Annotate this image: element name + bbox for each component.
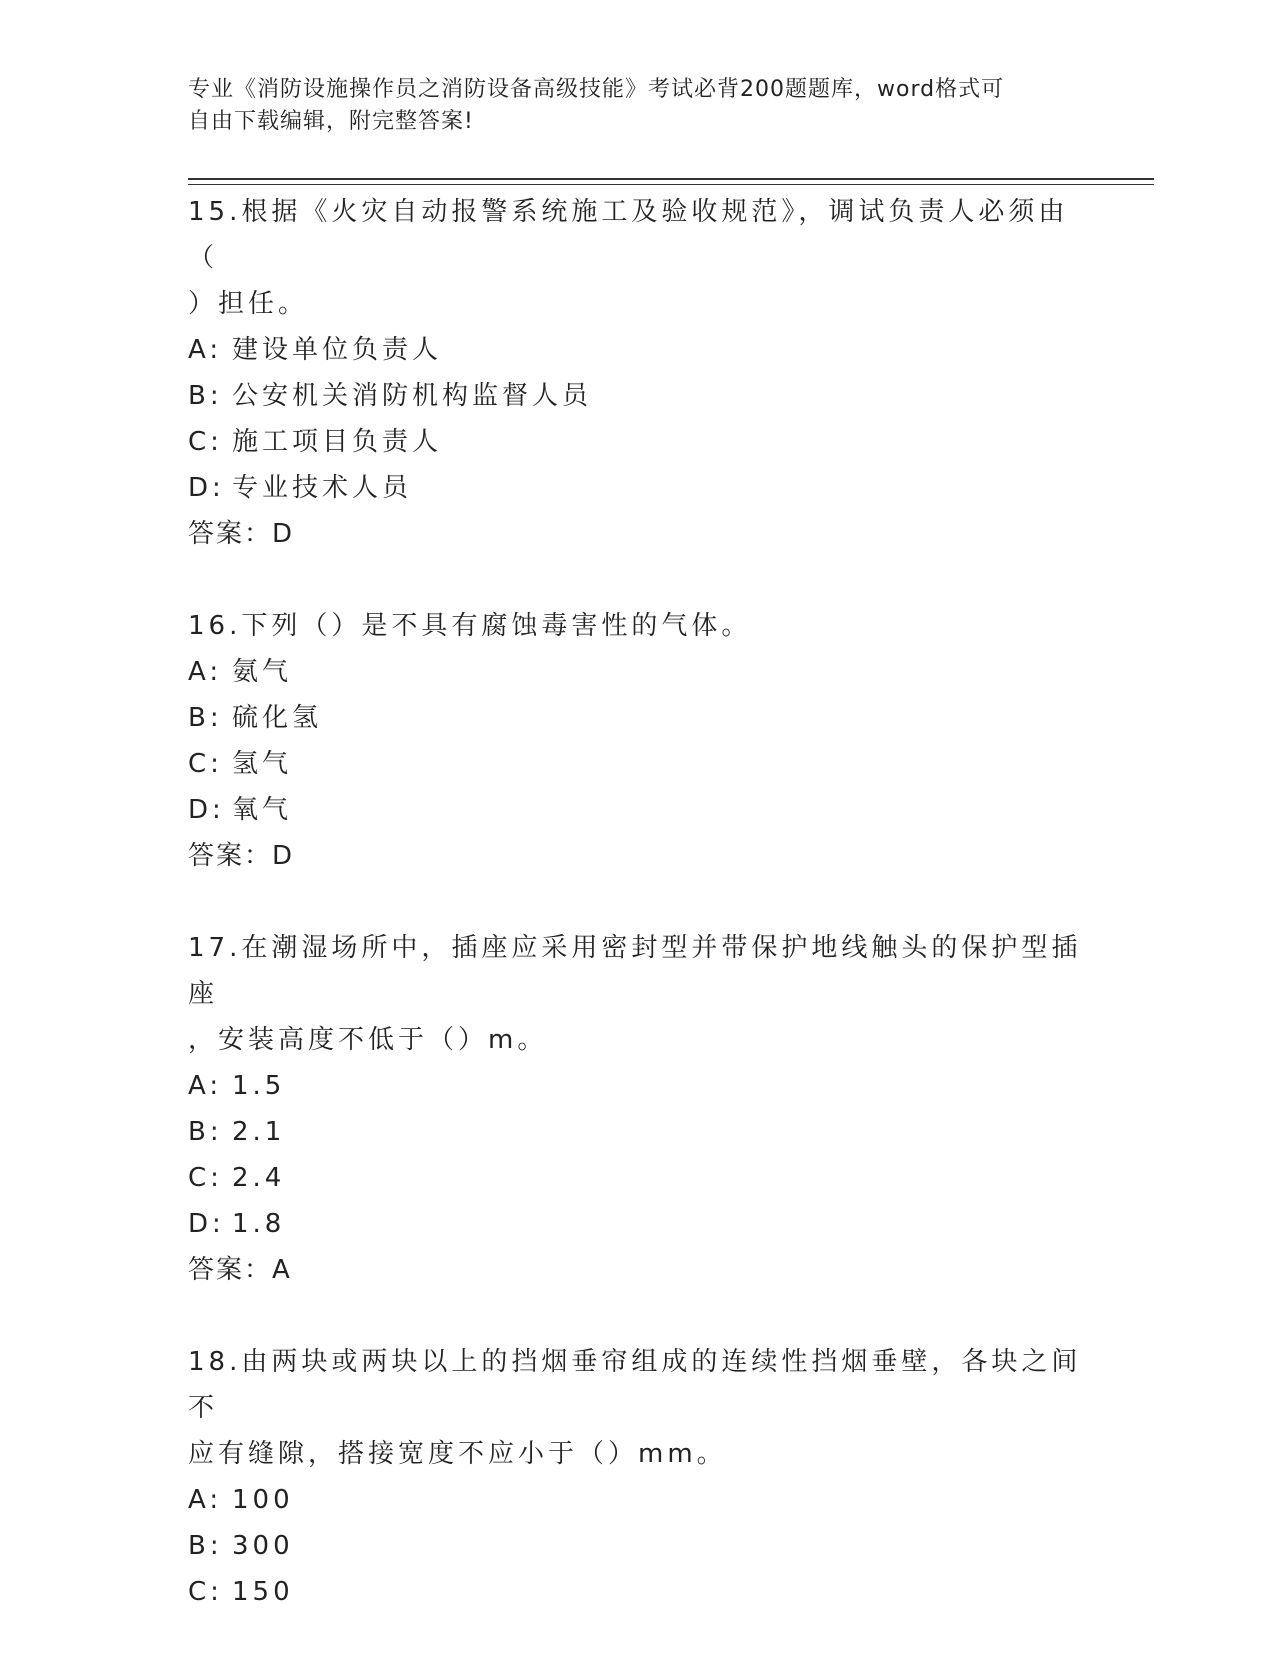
option-key: D: xyxy=(188,473,225,503)
option-text: 氨气 xyxy=(232,657,293,687)
header-divider-thick xyxy=(188,178,1154,180)
header-line-1: 专业《消防设施操作员之消防设备高级技能》考试必背200题题库，word格式可 xyxy=(188,77,1005,102)
option-key: C: xyxy=(188,1163,223,1193)
option-text: 1.8 xyxy=(232,1209,286,1239)
option-key: A: xyxy=(188,1071,223,1101)
question-stem-line-1: 18.由两块或两块以上的挡烟垂帘组成的连续性挡烟垂壁，各块之间不 xyxy=(188,1347,1082,1423)
question-15 xyxy=(188,189,1088,557)
question-stem-line-1: 15.根据《火灾自动报警系统施工及验收规范》，调试负责人必须由（ xyxy=(188,197,1069,273)
option-key: C: xyxy=(188,427,223,457)
question-18 xyxy=(188,1339,1088,1615)
option-d xyxy=(188,1201,1088,1247)
answer-label: 答案：A xyxy=(188,1255,292,1285)
option-key: D: xyxy=(188,1209,225,1239)
option-key: A: xyxy=(188,1485,223,1515)
question-stem-line-2: ，安装高度不低于（）m。 xyxy=(188,1025,548,1055)
option-a xyxy=(188,649,1088,695)
option-c xyxy=(188,741,1088,787)
option-key: A: xyxy=(188,335,223,365)
option-c xyxy=(188,419,1088,465)
option-text: 专业技术人员 xyxy=(232,473,413,503)
option-a xyxy=(188,327,1088,373)
option-text: 300 xyxy=(232,1531,294,1561)
option-text: 2.1 xyxy=(232,1117,286,1147)
option-text: 氧气 xyxy=(232,795,293,825)
option-key: C: xyxy=(188,749,223,779)
option-key: B: xyxy=(188,381,223,411)
option-key: D: xyxy=(188,795,225,825)
option-d xyxy=(188,465,1088,511)
option-text: 1.5 xyxy=(232,1071,286,1101)
question-stem-line-1: 17.在潮湿场所中，插座应采用密封型并带保护地线触头的保护型插座 xyxy=(188,933,1082,1009)
option-a xyxy=(188,1477,1088,1523)
option-text: 公安机关消防机构监督人员 xyxy=(232,381,593,411)
option-key: B: xyxy=(188,1117,223,1147)
question-list xyxy=(188,189,1088,1661)
option-key: A: xyxy=(188,657,223,687)
answer-label: 答案：D xyxy=(188,519,295,549)
option-key: B: xyxy=(188,703,223,733)
option-text: 2.4 xyxy=(232,1163,286,1193)
question-stem-line-2: 应有缝隙，搭接宽度不应小于（）mm。 xyxy=(188,1439,727,1469)
option-d xyxy=(188,787,1088,833)
answer-label: 答案：D xyxy=(188,841,295,871)
option-b xyxy=(188,373,1088,419)
option-key: B: xyxy=(188,1531,223,1561)
question-16 xyxy=(188,603,1088,879)
question-17 xyxy=(188,925,1088,1293)
question-stem-line-1: 16.下列（）是不具有腐蚀毒害性的气体。 xyxy=(188,611,752,641)
option-a xyxy=(188,1063,1088,1109)
option-text: 氢气 xyxy=(232,749,293,779)
option-text: 硫化氢 xyxy=(232,703,323,733)
option-b xyxy=(188,1523,1088,1569)
option-text: 施工项目负责人 xyxy=(232,427,443,457)
document-header xyxy=(188,74,1068,138)
option-c xyxy=(188,1155,1088,1201)
header-divider-thin xyxy=(188,184,1154,185)
question-stem-line-2: ）担任。 xyxy=(188,289,309,319)
option-key: C: xyxy=(188,1577,223,1607)
option-b xyxy=(188,695,1088,741)
option-text: 建设单位负责人 xyxy=(232,335,443,365)
header-line-2: 自由下载编辑，附完整答案! xyxy=(188,109,474,134)
option-text: 100 xyxy=(232,1485,294,1515)
option-c xyxy=(188,1569,1088,1615)
option-text: 150 xyxy=(232,1577,294,1607)
option-b xyxy=(188,1109,1088,1155)
